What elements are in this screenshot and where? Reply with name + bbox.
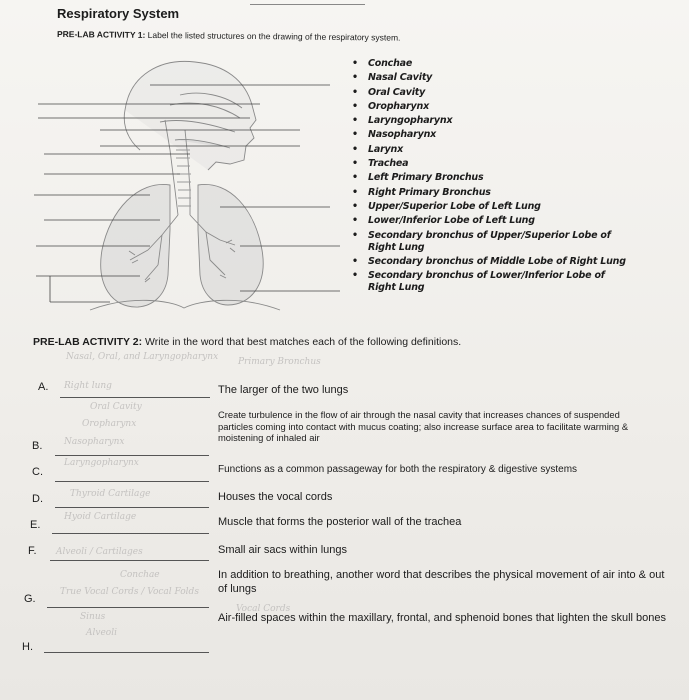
bleed-text: Nasopharynx	[64, 437, 125, 447]
activity2-instruction: Write in the word that best matches each of the following definitions.	[145, 336, 462, 348]
answer-blank-e[interactable]	[52, 533, 209, 534]
structure-term: • Left Primary Bronchus	[350, 172, 630, 184]
structure-term: • Larynx	[350, 144, 630, 156]
structure-term: • Secondary bronchus of Upper/Superior Lobe of Right Lung	[350, 230, 630, 254]
item-letter: D.	[32, 493, 43, 505]
definition-g: In addition to breathing, another word that describes the physical movement of air into & out of lungs	[218, 569, 665, 595]
item-letter: F.	[28, 545, 37, 557]
item-letter: A.	[38, 381, 49, 393]
bleed-text: Laryngopharynx	[64, 458, 139, 468]
activity1-heading	[57, 29, 401, 43]
structure-term: • Lower/Inferior Lobe of Left Lung	[350, 215, 630, 227]
bleed-text: Right lung	[64, 381, 112, 391]
item-letter: E.	[30, 519, 41, 531]
item-letter: H.	[22, 641, 33, 653]
structure-term: • Laryngopharynx	[350, 115, 630, 127]
structure-term: • Secondary bronchus of Lower/Inferior Lobe of Right Lung	[350, 270, 630, 294]
bleed-text: Sinus	[80, 612, 106, 622]
structure-term: • Trachea	[350, 158, 630, 170]
bleed-text: Nasal, Oral, and Laryngopharynx	[66, 352, 219, 362]
structure-term: • Secondary bronchus of Middle Lobe of Right Lung	[350, 256, 630, 268]
structure-term: • Right Primary Bronchus	[350, 187, 630, 199]
definition-h: Air-filled spaces within the maxillary, frontal, and sphenoid bones that lighten the skull bones	[218, 612, 666, 624]
structure-term: • Conchae	[350, 58, 630, 70]
structure-term: • Nasal Cavity	[350, 72, 630, 84]
structure-term: • Oral Cavity	[350, 87, 630, 99]
bleed-text: Primary Bronchus	[238, 357, 321, 367]
activity2-heading	[33, 336, 461, 348]
activity1-instruction: Label the listed structures on the drawing of the respiratory system.	[147, 29, 401, 43]
structure-term-list	[350, 58, 630, 296]
answer-blank-a[interactable]	[60, 397, 210, 398]
structure-term: • Nasopharynx	[350, 129, 630, 141]
bleed-text: Vocal Cords	[236, 604, 291, 614]
definition-f: Small air sacs within lungs	[218, 544, 347, 556]
structure-term: • Oropharynx	[350, 101, 630, 113]
answer-blank-d[interactable]	[55, 507, 209, 508]
structure-term: • Upper/Superior Lobe of Left Lung	[350, 201, 630, 213]
definition-b: Create turbulence in the flow of air through the nasal cavity that increases chances of suspended particles coming into contact with mucus coating; also increase surface area to facilitate warming & moistening of inhaled air	[218, 409, 629, 443]
page-title: Respiratory System	[57, 6, 180, 21]
bleed-text: Conchae	[120, 570, 160, 580]
item-letter: B.	[32, 440, 43, 452]
bleed-text: Oral Cavity	[90, 402, 142, 412]
bleed-text: Alveoli / Cartilages	[56, 547, 143, 557]
answer-blank-c[interactable]	[55, 481, 209, 482]
item-letter: G.	[24, 593, 36, 605]
bleed-text: Oropharynx	[82, 419, 137, 429]
definition-d: Houses the vocal cords	[218, 491, 333, 503]
item-letter: C.	[32, 466, 43, 478]
bleed-text: Hyoid Cartilage	[64, 512, 137, 522]
answer-blank-b[interactable]	[55, 455, 209, 456]
top-rule	[250, 4, 365, 5]
definition-c: Functions as a common passageway for both the respiratory & digestive systems	[218, 464, 578, 475]
answer-blank-g[interactable]	[47, 607, 209, 608]
answer-blank-f[interactable]	[50, 560, 209, 561]
answer-blank-h[interactable]	[44, 652, 209, 653]
bleed-text: True Vocal Cords / Vocal Folds	[60, 587, 199, 597]
respiratory-diagram	[30, 50, 350, 320]
definition-e: Muscle that forms the posterior wall of the trachea	[218, 516, 462, 528]
bleed-text: Alveoli	[86, 628, 117, 638]
activity1-label: PRE-LAB ACTIVITY 1:	[56, 29, 146, 40]
bleed-text: Thyroid Cartilage	[70, 489, 151, 499]
activity2-label: PRE-LAB ACTIVITY 2:	[33, 336, 143, 348]
definition-a: The larger of the two lungs	[218, 384, 349, 396]
